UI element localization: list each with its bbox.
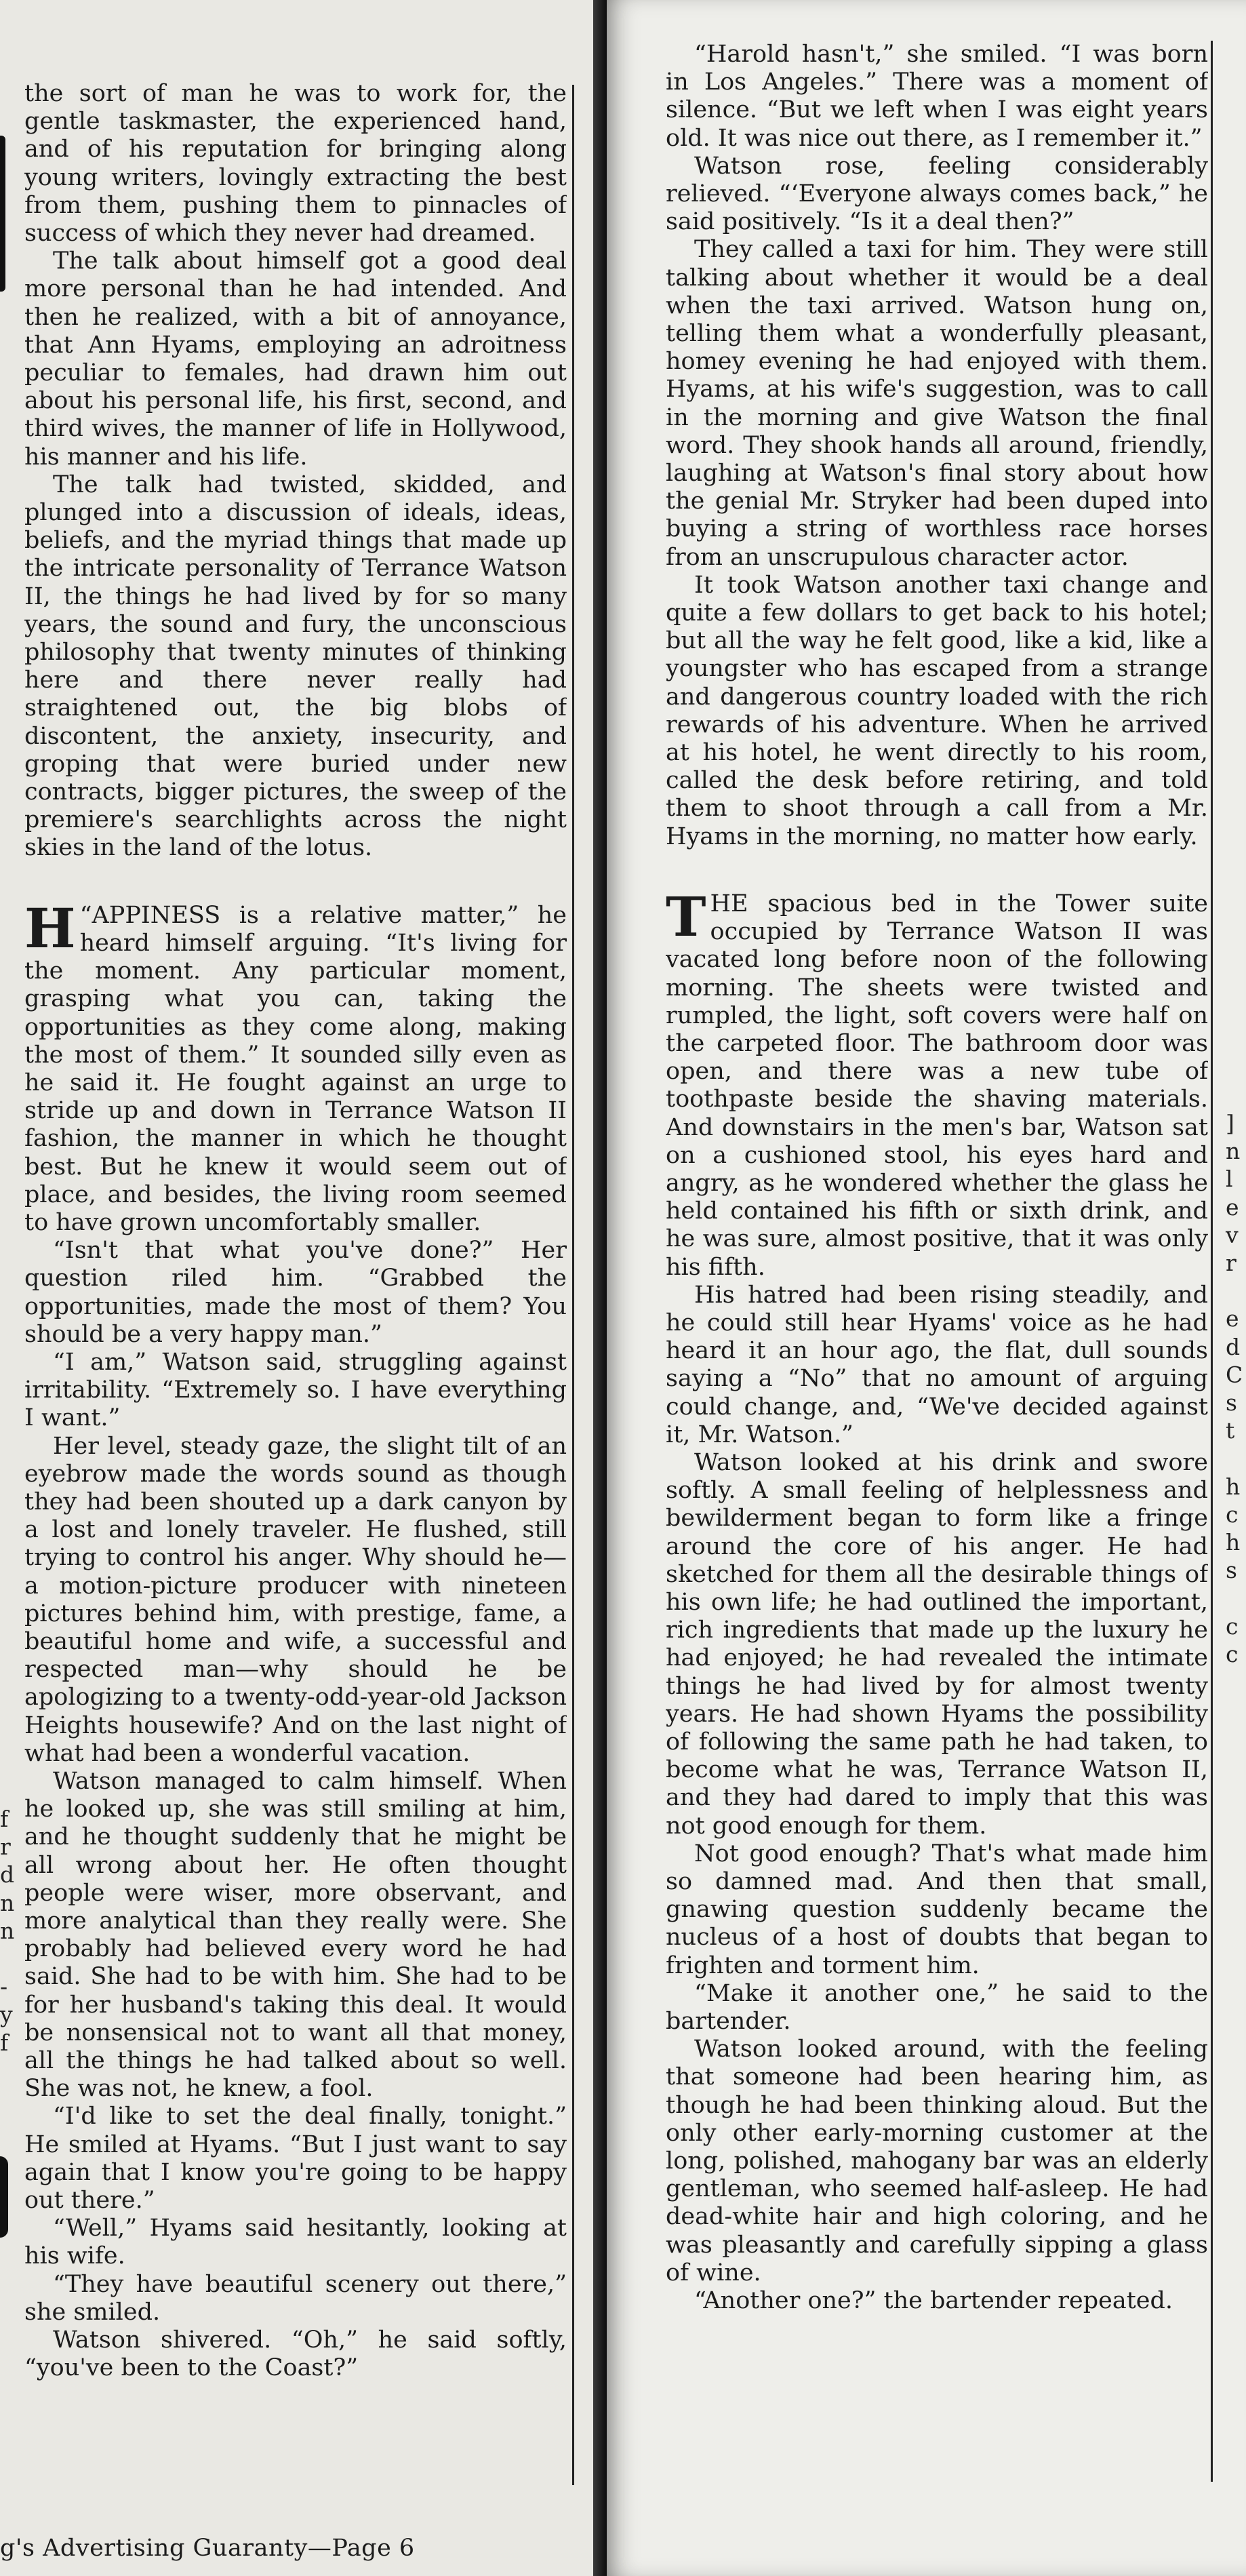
section2-lead-text: HE spacious bed in the Tower suite occupied by Terrance Watson II was vacated long before noon of the following morning. The sheets were twisted and rumpled, the light, soft covers were half on the carpeted floor. The bathroom door was open, and there was a new tube of toothpaste beside the shaving materials. And downstairs in the men's bar, Watson sat on a cushioned stool, his eyes hard and angry, as he wondered whether the glass he held contained his fifth or sixth drink, and he was sure, almost positive, that it was only his fifth. [666, 890, 1208, 1281]
dropcap-letter: H [24, 896, 76, 960]
left-paragraph-1: the sort of man he was to work for, the gentle taskmaster, the experienced hand, and of his reputation for bringing along young writers, lovingly extracting the best from them, pushing them to pinnacles of success of which they never had dreamed. [24, 80, 567, 247]
left-column [24, 80, 567, 2484]
left-section2-lead [24, 896, 567, 1237]
left-s2-paragraph-8: Watson shivered. “Oh,” he said softly, “you've been to the Coast?” [24, 2326, 567, 2382]
left-s2-paragraph-3: Her level, steady gaze, the slight tilt of an eyebrow made the words sound as though they had been shouted up a dark canyon by a lost and lonely traveler. He flushed, still trying to control his anger. Why should he—a motion-picture producer with nineteen pictures behind him, with prestige, fame, a beautiful home and wife, a successful and respected man—why should he be apologizing to a twenty-odd-year-old Jackson Heights housewife? And on the last night of what had been a wonderful vacation. [24, 1432, 567, 1767]
right-s2-paragraph-4: “Make it another one,” he said to the bartender. [666, 1979, 1208, 2036]
book-gutter [593, 0, 607, 2576]
binding-mark [0, 136, 5, 292]
left-paragraph-3: The talk had twisted, skidded, and plunged into a discussion of ideals, ideas, beliefs, and the myriad things that made up the intricate personality of Terrance Watson II, the things he had lived by for so many years, the sound and fury, the unconscious philosophy that twenty minutes of thinking here and there never really had straightened out, the big blobs of discontent, the anxiety, insecurity, and groping that were buried under new contracts, bigger pictures, the sweep of the premiere's searchlights across the night skies in the land of the lotus. [24, 471, 567, 862]
column-rule [572, 85, 574, 2485]
left-s2-paragraph-2: “I am,” Watson said, struggling against irritability. “Extremely so. I have everything I want.” [24, 1348, 567, 1432]
left-s2-paragraph-7: “They have beautiful scenery out there,” she smiled. [24, 2270, 567, 2326]
left-paragraph-2: The talk about himself got a good deal more personal than he had intended. And then he realized, with a bit of annoyance, that Ann Hyams, employing an adroitness peculiar to females, had drawn him out about his personal life, his first, second, and third wives, the manner of life in Hollywood, his manner and his life. [24, 247, 567, 471]
page-footer: g's Advertising Guaranty—Page 6 [0, 2535, 415, 2562]
dropcap-quote: “ [79, 901, 92, 929]
section-break [666, 851, 1208, 890]
right-s2-paragraph-6: “Another one?” the bartender repeated. [694, 2287, 1173, 2315]
right-paragraph-2: Watson rose, feeling considerably relieved. “‘Everyone always comes back,” he said positively. “Is it a deal then?” [666, 152, 1208, 236]
column-rule [1211, 41, 1213, 2482]
right-section2-lead [666, 884, 1208, 1282]
adjacent-page-fragment: ] n l e v r e d C s t h c h s c c [1226, 1110, 1243, 1667]
right-paragraph-3: They called a taxi for him. They were still talking about whether it would be a deal when the taxi arrived. Watson hung on, telling them what a wonderfully pleasant, homey evening he had enjoyed with them. Hyams, at his wife's suggestion, was to call in the morning and give Watson the final word. They shook hands all around, friendly, laughing at Watson's final story about how the genial Mr. Stryker had been duped into buying a string of worthless race horses from an unscrupulous character actor. [666, 236, 1208, 571]
right-column [666, 41, 1208, 2499]
right-s2-paragraph-1: His hatred had been rising steadily, and he could still hear Hyams' voice as he had heard it an hour ago, the flat, dull sounds saying a “No” that no amount of arguing could change, and, “We've decided against it, Mr. Watson.” [666, 1281, 1208, 1448]
left-s2-paragraph-6: “Well,” Hyams said hesitantly, looking at his wife. [24, 2215, 567, 2270]
right-s2-paragraph-3: Not good enough? That's what made him so damned mad. And then that small, gnawing question suddenly became the nucleus of a host of doubts that began to frighten and torment him. [666, 1840, 1208, 1979]
dropcap-letter: T [666, 884, 706, 949]
right-paragraph-4: It took Watson another taxi change and quite a few dollars to get back to his hotel; but all the way he felt good, like a kid, like a youngster who has escaped from a strange and dangerous country loaded with the rich rewards of his adventure. When he arrived at his hotel, he went directly to his room, called the desk before retiring, and told them to shoot through a call from a Mr. Hyams in the morning, no matter how early. [666, 571, 1208, 850]
left-s2-paragraph-1: “Isn't that what you've done?” Her question riled him. “Grabbed the opportunities, made the most of them? You should be a very happy man.” [24, 1237, 567, 1348]
left-s2-paragraph-4: Watson managed to calm himself. When he looked up, she was still smiling at him, and he thought suddenly that he might be all wrong about her. He often thought people were wiser, more observant, and more analytical than they really were. She probably had believed every word he had said. She had to be with him. She had to be for her husband's taking this deal. It would be nonsensical not to want all that money, all the things he had talked about so well. She was not, he knew, a fool. [24, 1767, 567, 2103]
right-s2-paragraph-5: Watson looked around, with the feeling that someone had been hearing him, as though he had been thinking aloud. But the only other early-morning customer at the long, polished, mahogany bar was an elderly gentleman, who seemed half-asleep. He had dead-white hair and high coloring, and he was pleasantly and carefully sipping a glass of wine. [666, 2036, 1208, 2286]
right-paragraph-1: “Harold hasn't,” she smiled. “I was born in Los Angeles.” There was a moment of silence. “But we left when I was eight years old. It was nice out there, as I remember it.” [666, 41, 1208, 152]
right-s2-paragraph-2: Watson looked at his drink and swore softly. A small feeling of helplessness and bewilderment began to form like a fringe around the core of his anger. He had sketched for them all the desirable things of his own life; he had outlined the important, rich ingredients that made up the luxury he had enjoyed; he had revealed the intimate things he had lived by for almost twenty years. He had shown Hyams the possibility of following the same path he had taken, to become what he was, Terrance Watson II, and they had dared to imply that this was not good enough for them. [666, 1448, 1208, 1840]
binding-mark-lower [0, 2156, 8, 2238]
section-break [24, 863, 567, 902]
right-page [607, 0, 1246, 2576]
adjacent-page-fragment: f r d n n - y f [0, 1806, 15, 2056]
left-page [0, 0, 593, 2576]
section2-lead-text: APPINESS is a relative matter,” he heard himself arguing. “It's living for the moment. Any particular moment, grasping what you can, taking the opportunities as they come along, making the most of them.” It sounded silly even as he said it. He fought against an urge to stride up and down in Terrance Watson II fashion, the manner in which he thought best. But he knew it would seem out of place, and besides, the living room seemed to have grown uncomfortably smaller. [24, 901, 567, 1236]
left-s2-paragraph-5: “I'd like to set the deal finally, tonight.” He smiled at Hyams. “But I just want to say again that I know you're going to be happy out there.” [24, 2103, 567, 2215]
